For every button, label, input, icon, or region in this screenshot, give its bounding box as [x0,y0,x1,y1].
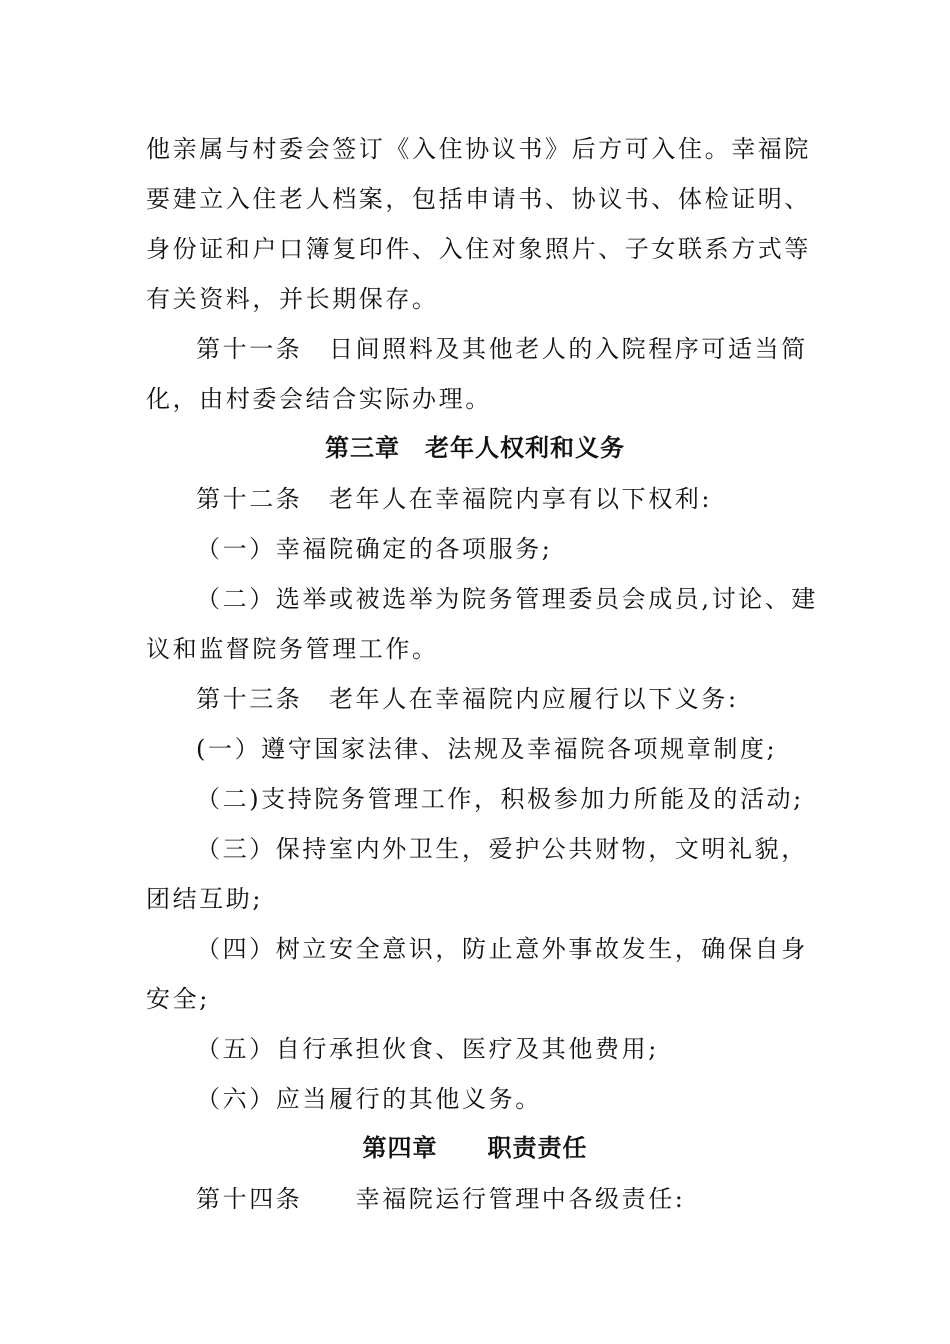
list-item: （二）选举或被选举为院务管理委员会成员,讨论、建 [196,585,819,613]
body-text-line: 有关资料，并长期保存。 [146,285,439,313]
article-13-text: 第十三条 老年人在幸福院内应履行以下义务: [196,685,739,713]
list-item: （五）自行承担伙食、医疗及其他费用; [196,1035,659,1063]
list-item: （一）幸福院确定的各项服务; [196,535,553,563]
chapter-3-heading: 第三章 老年人权利和义务 [325,434,625,462]
list-item: （四）树立安全意识，防止意外事故发生，确保自身 [196,935,808,963]
body-text-line: 化，由村委会结合实际办理。 [146,385,492,413]
list-item: （六）应当履行的其他义务。 [196,1085,542,1113]
list-item: （三）保持室内外卫生，爱护公共财物，文明礼貌， [196,835,808,863]
article-14-text: 第十四条 幸福院运行管理中各级责任: [196,1185,686,1213]
chapter-4-heading: 第四章 职责责任 [362,1134,588,1162]
body-text-line: 团结互助; [146,885,264,913]
body-text-line: 他亲属与村委会签订《入住协议书》后方可入住。幸福院 [146,135,811,163]
body-text-line: 议和监督院务管理工作。 [146,635,439,663]
body-text-line: 身份证和户口簿复印件、入住对象照片、子女联系方式等 [146,235,811,263]
list-item: (一）遵守国家法律、法规及幸福院各项规章制度; [196,735,778,763]
body-text-line: 安全; [146,985,210,1013]
article-12-text: 第十二条 老年人在幸福院内享有以下权利: [196,485,713,513]
body-text-line: 要建立入住老人档案，包括申请书、协议书、体检证明、 [146,185,811,213]
article-11-text: 第十一条 日间照料及其他老人的入院程序可适当简 [196,335,808,363]
list-item: （二)支持院务管理工作，积极参加力所能及的活动; [196,785,804,813]
